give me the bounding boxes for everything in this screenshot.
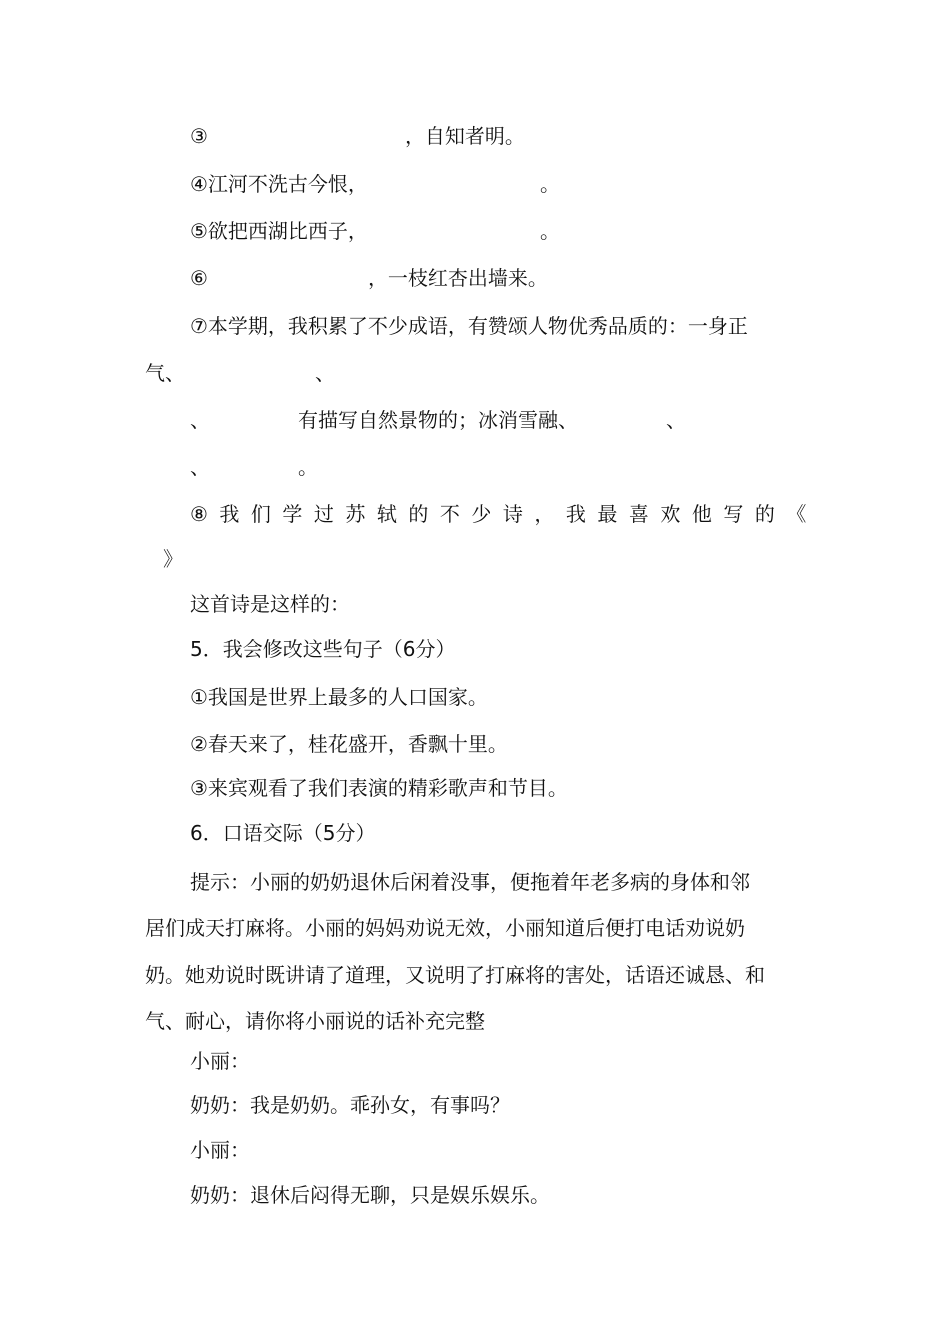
sentence-text: ②春天来了，桂花盛开，香飘十里。: [190, 732, 508, 756]
verse-end: 。: [539, 219, 560, 243]
question-text: ⑦本学期，我积累了不少成语，有赞颂人物优秀品质的：一身正: [190, 314, 748, 338]
fill-in-line-5: [190, 218, 560, 244]
idiom-question-line-2: [145, 360, 335, 386]
question-text: ⑧我们学过苏轼的不少诗，我最喜欢他写的《: [190, 502, 818, 526]
separator: 、: [666, 408, 686, 432]
dialogue-text: 小丽：: [190, 1049, 250, 1073]
prompt-paragraph-line-1: [190, 869, 750, 895]
fill-in-line-4: [190, 171, 560, 197]
dialogue-text: 奶奶：退休后闷得无聊，只是娱乐娱乐。: [190, 1183, 550, 1207]
poem-question-line-3: [190, 591, 350, 617]
poem-question-line-2: [163, 546, 183, 572]
question-text: 这首诗是这样的：: [190, 592, 350, 616]
idiom-question-line-3: [190, 407, 686, 433]
verse-text: ⑤欲把西湖比西子，: [190, 219, 368, 243]
item-number: ③: [190, 124, 208, 148]
separator: 、: [315, 361, 335, 385]
dialogue-text: 小丽：: [190, 1138, 250, 1162]
sentence-item-3: [190, 775, 568, 801]
section-title: 6．口语交际（5分）: [190, 821, 376, 845]
fill-in-line-3: [190, 123, 525, 149]
sentence-item-1: [190, 684, 488, 710]
verse-text: ④江河不洗古今恨，: [190, 172, 368, 196]
item-number: ⑥: [190, 266, 208, 290]
separator: 、: [190, 455, 210, 479]
separator: 。: [298, 455, 318, 479]
prompt-paragraph-line-2: [145, 915, 745, 941]
prompt-paragraph-line-3: [145, 962, 765, 988]
question-text: 》: [163, 547, 183, 571]
section-heading-5: [190, 636, 455, 662]
separator: 、: [190, 408, 210, 432]
paragraph-text: 提示：小丽的奶奶退休后闲着没事，便拖着年老多病的身体和邻: [190, 870, 750, 894]
idiom-question-line-4: [190, 454, 318, 480]
dialogue-line-4: [190, 1182, 550, 1208]
prompt-paragraph-line-4: [145, 1008, 485, 1034]
verse-text: ，自知者明。: [404, 124, 525, 148]
dialogue-text: 奶奶：我是奶奶。乖孙女，有事吗？: [190, 1093, 510, 1117]
paragraph-text: 奶。她劝说时既讲请了道理，又说明了打麻将的害处，话语还诚恳、和: [145, 963, 765, 987]
verse-text: ，一枝红杏出墙来。: [367, 266, 548, 290]
verse-end: 。: [539, 172, 560, 196]
paragraph-text: 气、耐心，请你将小丽说的话补充完整: [145, 1009, 485, 1033]
poem-question-line-1: [190, 501, 818, 527]
dialogue-line-2: [190, 1092, 510, 1118]
sentence-item-2: [190, 731, 508, 757]
question-text: 有描写自然景物的；冰消雪融、: [298, 408, 578, 432]
sentence-text: ③来宾观看了我们表演的精彩歌声和节目。: [190, 776, 568, 800]
dialogue-line-3: [190, 1137, 250, 1163]
idiom-question-line-1: [190, 313, 748, 339]
fill-in-line-6: [190, 265, 548, 291]
question-text: 气、: [145, 361, 185, 385]
dialogue-line-1: [190, 1048, 250, 1074]
sentence-text: ①我国是世界上最多的人口国家。: [190, 685, 488, 709]
section-title: 5．我会修改这些句子（6分）: [190, 637, 456, 661]
section-heading-6: [190, 820, 375, 846]
paragraph-text: 居们成天打麻将。小丽的妈妈劝说无效，小丽知道后便打电话劝说奶: [145, 916, 745, 940]
